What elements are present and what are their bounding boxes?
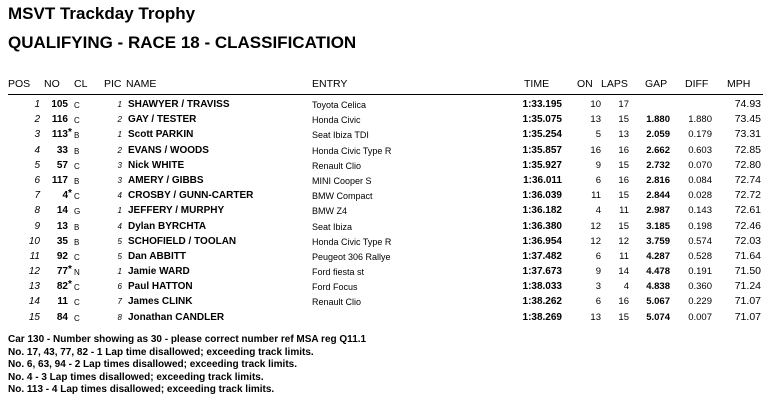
cell-pic: 1 bbox=[117, 267, 122, 277]
cell-laps: 12 bbox=[618, 235, 629, 247]
cell-time: 1:36.954 bbox=[522, 235, 562, 247]
cell-on: 11 bbox=[591, 190, 601, 202]
cell-pos: 9 bbox=[34, 220, 40, 232]
cell-class: B bbox=[74, 131, 80, 141]
cell-mph: 73.31 bbox=[734, 128, 761, 141]
cell-class: C bbox=[74, 283, 80, 293]
cell-pos: 10 bbox=[28, 235, 40, 247]
cell-name: SHAWYER / TRAVISS bbox=[128, 99, 230, 110]
cell-pic: 3 bbox=[117, 160, 122, 170]
cell-diff: 0.574 bbox=[688, 235, 712, 247]
cell-no: 82 bbox=[56, 281, 68, 293]
cell-mph: 71.24 bbox=[734, 280, 761, 293]
cell-pos: 1 bbox=[34, 99, 40, 110]
cell-gap: 2.844 bbox=[646, 190, 670, 202]
cell-name: Dan ABBITT bbox=[128, 250, 186, 262]
cell-on: 9 bbox=[595, 159, 601, 171]
cell-no: 13 bbox=[56, 220, 68, 232]
cell-pic: 4 bbox=[117, 221, 122, 231]
cell-on: 3 bbox=[595, 281, 601, 293]
cell-star: * bbox=[68, 127, 72, 139]
cell-mph: 71.07 bbox=[734, 295, 761, 308]
cell-class: B bbox=[74, 146, 80, 156]
cell-mph: 72.74 bbox=[734, 173, 761, 186]
cell-name: CROSBY / GUNN-CARTER bbox=[128, 190, 254, 202]
cell-time: 1:35.927 bbox=[522, 159, 562, 171]
cell-diff: 0.528 bbox=[688, 250, 712, 262]
table-row bbox=[0, 279, 769, 294]
cell-class: C bbox=[74, 313, 80, 323]
cell-laps: 15 bbox=[618, 114, 629, 126]
cell-diff: 0.360 bbox=[688, 281, 712, 293]
header-cl: CL bbox=[74, 78, 88, 90]
cell-no: 116 bbox=[51, 114, 68, 126]
cell-pos: 4 bbox=[34, 144, 40, 156]
cell-on: 13 bbox=[590, 311, 601, 323]
cell-class: B bbox=[74, 237, 80, 247]
cell-class: C bbox=[74, 101, 80, 110]
cell-time: 1:38.269 bbox=[522, 311, 562, 323]
cell-diff: 0.229 bbox=[688, 296, 712, 308]
cell-laps: 15 bbox=[618, 159, 629, 171]
cell-pic: 2 bbox=[117, 115, 122, 125]
table-row bbox=[0, 264, 769, 279]
cell-entry: Renault Clio bbox=[312, 297, 362, 308]
cell-diff: 0.191 bbox=[688, 266, 712, 278]
cell-on: 9 bbox=[595, 266, 601, 278]
cell-gap: 4.838 bbox=[646, 281, 670, 293]
cell-diff: 1.880 bbox=[688, 114, 712, 126]
cell-on: 16 bbox=[590, 144, 601, 156]
cell-pos: 6 bbox=[34, 174, 40, 186]
table-row bbox=[0, 310, 769, 325]
table-row bbox=[0, 143, 769, 158]
cell-laps: 11 bbox=[619, 250, 629, 262]
cell-time: 1:38.262 bbox=[522, 296, 562, 308]
note-line: No. 4 - 3 Lap times disallowed; exceeding track limits. bbox=[8, 371, 264, 383]
table-row bbox=[0, 234, 769, 249]
cell-laps: 16 bbox=[618, 174, 629, 186]
cell-mph: 72.72 bbox=[734, 189, 761, 202]
cell-name: JEFFERY / MURPHY bbox=[128, 205, 225, 217]
cell-star: * bbox=[68, 188, 72, 200]
cell-mph: 72.85 bbox=[734, 143, 761, 156]
header-mph: MPH bbox=[727, 78, 751, 90]
cell-mph: 72.03 bbox=[734, 234, 761, 247]
cell-no: 35 bbox=[56, 235, 68, 247]
steward-notes bbox=[8, 334, 366, 397]
cell-name: Jonathan CANDLER bbox=[128, 311, 225, 323]
cell-mph: 73.45 bbox=[734, 113, 761, 126]
cell-gap: 2.059 bbox=[646, 129, 670, 141]
header-name: NAME bbox=[126, 78, 157, 90]
cell-time: 1:33.195 bbox=[522, 99, 562, 110]
cell-on: 6 bbox=[595, 250, 601, 262]
cell-pos: 12 bbox=[28, 266, 40, 278]
header-divider bbox=[8, 94, 763, 95]
cell-no: 113 bbox=[51, 129, 68, 141]
cell-pos: 14 bbox=[28, 296, 40, 308]
cell-pic: 1 bbox=[117, 100, 122, 109]
cell-pos: 15 bbox=[28, 311, 40, 323]
cell-pic: 5 bbox=[117, 251, 122, 261]
cell-laps: 16 bbox=[618, 144, 629, 156]
cell-entry: BMW Z4 bbox=[312, 206, 347, 217]
note-line: No. 113 - 4 Lap times disallowed; exceeding track limits. bbox=[8, 384, 275, 395]
cell-time: 1:35.254 bbox=[522, 129, 562, 141]
cell-star: * bbox=[68, 279, 72, 291]
cell-class: C bbox=[74, 252, 80, 262]
cell-gap: 2.732 bbox=[646, 159, 670, 171]
cell-on: 4 bbox=[595, 205, 601, 217]
cell-laps: 13 bbox=[618, 129, 629, 141]
cell-time: 1:38.033 bbox=[522, 281, 562, 293]
cell-no: 84 bbox=[56, 311, 68, 323]
cell-no: 105 bbox=[51, 99, 68, 110]
cell-class: C bbox=[74, 192, 80, 202]
header-no: NO bbox=[44, 78, 60, 90]
cell-pos: 7 bbox=[34, 190, 40, 202]
cell-pos: 2 bbox=[34, 114, 40, 126]
table-row bbox=[0, 203, 769, 218]
cell-no: 77 bbox=[56, 266, 68, 278]
cell-gap: 5.074 bbox=[646, 311, 670, 323]
cell-diff: 0.143 bbox=[688, 205, 712, 217]
cell-class: B bbox=[74, 176, 80, 186]
cell-on: 10 bbox=[590, 99, 601, 110]
cell-laps: 16 bbox=[618, 296, 629, 308]
header-pic: PIC bbox=[104, 78, 122, 90]
cell-diff: 0.070 bbox=[688, 159, 712, 171]
cell-mph: 72.80 bbox=[734, 158, 761, 171]
table-row bbox=[0, 158, 769, 173]
cell-diff: 0.179 bbox=[688, 129, 712, 141]
cell-mph: 71.50 bbox=[734, 265, 761, 278]
cell-pic: 1 bbox=[117, 206, 122, 216]
cell-laps: 15 bbox=[618, 220, 629, 232]
cell-laps: 14 bbox=[618, 266, 629, 278]
cell-name: Dylan BYRCHTA bbox=[128, 220, 207, 232]
cell-no: 117 bbox=[51, 174, 68, 186]
header-time: TIME bbox=[524, 78, 550, 90]
cell-pic: 2 bbox=[117, 145, 122, 155]
cell-time: 1:37.673 bbox=[522, 266, 562, 278]
table-row bbox=[0, 219, 769, 234]
cell-time: 1:37.482 bbox=[522, 250, 562, 262]
cell-on: 6 bbox=[595, 174, 601, 186]
note-line: No. 17, 43, 77, 82 - 1 Lap time disallowed; exceeding track limits. bbox=[8, 346, 314, 358]
cell-on: 6 bbox=[595, 296, 601, 308]
cell-entry: Honda Civic Type R bbox=[312, 145, 392, 156]
cell-class: C bbox=[74, 298, 80, 308]
cell-gap: 2.816 bbox=[646, 174, 670, 186]
cell-pic: 1 bbox=[117, 130, 122, 140]
cell-gap: 5.067 bbox=[646, 296, 670, 308]
table-row bbox=[0, 173, 769, 188]
cell-entry: Peugeot 306 Rallye bbox=[312, 251, 391, 262]
cell-entry: Renault Clio bbox=[312, 160, 362, 171]
cell-class: C bbox=[74, 116, 80, 126]
note-line: Car 130 - Number showing as 30 - please correct number ref MSA reg Q11.1 bbox=[8, 334, 367, 345]
cell-entry: Toyota Celica bbox=[312, 100, 367, 110]
cell-pic: 3 bbox=[117, 175, 122, 185]
cell-name: Scott PARKIN bbox=[128, 129, 194, 141]
cell-entry: Seat Ibiza bbox=[312, 221, 353, 232]
cell-name: GAY / TESTER bbox=[128, 114, 197, 126]
cell-entry: Honda Civic Type R bbox=[312, 236, 392, 247]
cell-name: EVANS / WOODS bbox=[128, 144, 209, 156]
cell-pic: 6 bbox=[117, 282, 122, 292]
table-row bbox=[0, 97, 769, 112]
table-row bbox=[0, 112, 769, 127]
cell-name: AMERY / GIBBS bbox=[128, 174, 204, 186]
cell-diff: 0.603 bbox=[688, 144, 712, 156]
header-on: ON bbox=[577, 78, 593, 90]
cell-gap: 4.478 bbox=[646, 266, 670, 278]
cell-name: James CLINK bbox=[128, 296, 193, 308]
cell-pos: 11 bbox=[29, 250, 40, 262]
cell-gap: 3.185 bbox=[646, 220, 670, 232]
cell-mph: 71.07 bbox=[734, 310, 761, 323]
cell-diff: 0.007 bbox=[688, 311, 712, 323]
cell-on: 12 bbox=[590, 220, 601, 232]
table-row bbox=[0, 294, 769, 309]
header-diff: DIFF bbox=[685, 78, 709, 90]
cell-mph: 72.61 bbox=[734, 204, 761, 217]
event-title: MSVT Trackday Trophy bbox=[8, 4, 196, 23]
cell-class: G bbox=[74, 207, 81, 217]
header-pos: POS bbox=[8, 78, 31, 90]
cell-diff: 0.198 bbox=[688, 220, 712, 232]
cell-pic: 7 bbox=[117, 297, 122, 307]
cell-entry: Honda Civic bbox=[312, 115, 361, 126]
header-laps: LAPS bbox=[601, 78, 628, 90]
cell-class: B bbox=[74, 222, 80, 232]
cell-class: C bbox=[74, 161, 80, 171]
cell-star: * bbox=[68, 264, 72, 276]
cell-class: N bbox=[74, 268, 80, 278]
cell-mph: 74.93 bbox=[734, 98, 761, 110]
cell-time: 1:36.380 bbox=[522, 220, 562, 232]
cell-pos: 13 bbox=[28, 281, 40, 293]
note-line: No. 6, 63, 94 - 2 Lap times disallowed; exceeding track limits. bbox=[8, 359, 297, 370]
table-header bbox=[0, 78, 769, 92]
header-gap: GAP bbox=[645, 78, 668, 90]
cell-name: Paul HATTON bbox=[128, 281, 193, 293]
cell-pos: 3 bbox=[34, 129, 40, 141]
cell-time: 1:36.011 bbox=[523, 174, 562, 186]
cell-no: 14 bbox=[56, 205, 68, 217]
cell-mph: 71.64 bbox=[734, 249, 761, 262]
cell-on: 12 bbox=[590, 235, 601, 247]
cell-no: 57 bbox=[56, 159, 68, 171]
cell-pic: 4 bbox=[117, 191, 122, 201]
cell-entry: BMW Compact bbox=[312, 191, 373, 202]
cell-name: Nick WHITE bbox=[128, 159, 185, 171]
table-row bbox=[0, 188, 769, 203]
cell-pic: 8 bbox=[117, 312, 122, 322]
cell-no: 11 bbox=[57, 296, 68, 308]
cell-name: SCHOFIELD / TOOLAN bbox=[128, 235, 237, 247]
cell-pic: 5 bbox=[117, 236, 122, 246]
table-row bbox=[0, 249, 769, 264]
cell-diff: 0.084 bbox=[688, 174, 712, 186]
cell-gap: 4.287 bbox=[646, 250, 670, 262]
cell-diff: 0.028 bbox=[688, 190, 712, 202]
cell-time: 1:36.182 bbox=[522, 205, 562, 217]
cell-laps: 15 bbox=[618, 311, 629, 323]
cell-entry: MINI Cooper S bbox=[312, 175, 372, 186]
cell-time: 1:35.075 bbox=[522, 114, 562, 126]
cell-gap: 2.662 bbox=[646, 144, 670, 156]
classification-table bbox=[0, 97, 769, 325]
cell-mph: 72.46 bbox=[734, 219, 761, 232]
cell-gap: 3.759 bbox=[646, 235, 670, 247]
cell-time: 1:36.039 bbox=[522, 190, 562, 202]
session-title: QUALIFYING - RACE 18 - CLASSIFICATION bbox=[8, 33, 357, 52]
cell-entry: Seat Ibiza TDI bbox=[312, 130, 369, 141]
cell-no: 4 bbox=[62, 190, 68, 202]
cell-name: Jamie WARD bbox=[128, 266, 190, 278]
cell-on: 5 bbox=[595, 129, 601, 141]
header-entry: ENTRY bbox=[312, 78, 348, 90]
cell-time: 1:35.857 bbox=[522, 144, 562, 156]
cell-entry: Ford fiesta st bbox=[312, 267, 365, 278]
cell-on: 13 bbox=[590, 114, 601, 126]
cell-no: 33 bbox=[56, 144, 68, 156]
cell-laps: 4 bbox=[623, 281, 629, 293]
cell-pos: 8 bbox=[34, 205, 40, 217]
cell-no: 92 bbox=[56, 250, 68, 262]
cell-laps: 15 bbox=[618, 190, 629, 202]
cell-entry: Ford Focus bbox=[312, 282, 358, 293]
cell-laps: 11 bbox=[619, 205, 629, 217]
cell-gap: 2.987 bbox=[646, 205, 670, 217]
cell-gap: 1.880 bbox=[646, 114, 670, 126]
table-row bbox=[0, 127, 769, 142]
cell-pos: 5 bbox=[34, 159, 40, 171]
cell-laps: 17 bbox=[618, 99, 629, 110]
